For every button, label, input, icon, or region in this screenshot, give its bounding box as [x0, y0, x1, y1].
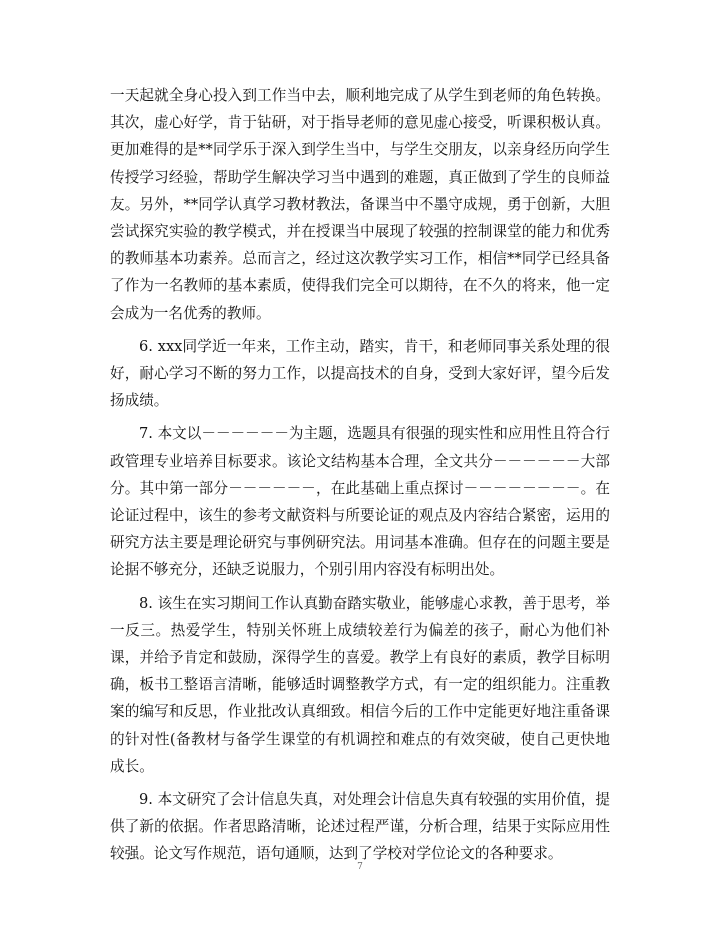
page-number: 7	[357, 862, 363, 872]
paragraph-9: 9. 本文研究了会计信息失真，对处理会计信息失真有较强的实用价值，提供了新的依据。作者思路清晰，论述过程严谨，分析合理，结果于实际应用性较强。论文写作规范，语句通顺，达到了学校对学位论文的各种要求。	[110, 791, 610, 863]
paragraph-continued: 一天起就全身心投入到工作当中去，顺利地完成了从学生到老师的角色转换。其次，虚心好学，肯于钻研，对于指导老师的意见虚心接受，听课积极认真。更加难得的是**同学乐于深入到学生当中，与学生交朋友，以亲身经历向学生传授学习经验，帮助学生解决学习当中遇到的难题，真正做到了学生的良师益友。另外，**同学认真学习教材教法，备课当中不墨守成规，勇于创新，大胆尝试探究实验的教学模式，并在授课当中展现了较强的控制课堂的能力和优秀的教师基本功素养。总而言之，经过这次教学实习工作，相信**同学已经具备了作为一名教师的基本素质，使得我们完全可以期待，在不久的将来，他一定会成为一名优秀的教师。	[110, 87, 610, 322]
paragraph-6: 6. xxx同学近一年来，工作主动，踏实，肯干，和老师同事关系处理的很好，耐心学习不断的努力工作，以提高技术的自身，受到大家好评，望今后发扬成绩。	[110, 337, 610, 410]
paragraph-8: 8. 该生在实习期间工作认真勤奋踏实敬业，能够虚心求教，善于思考，举一反三。热爱学生，特别关怀班上成绩较差行为偏差的孩子，耐心为他们补课，并给予肯定和鼓励，深得学生的喜爱。教学上有良好的素质，教学目标明确，板书工整语言清晰，能够适时调整教学方式，有一定的组织能力。注重教案的编写和反思，作业批改认真细致。相信今后的工作中定能更好地注重备课的针对性(备教材与备学生课堂的有机调控和难点的有效突破，使自己更快地成长。	[110, 594, 610, 775]
paragraph-7: 7. 本文以－－－－－－为主题，选题具有很强的现实性和应用性且符合行政管理专业培养目标要求。该论文结构基本合理，全文共分－－－－－－大部分。其中第一部分－－－－－－，在此基础上重点探讨－－－－－－－－。在论证过程中，该生的参考文献资料与所要论证的观点及内容结合紧密，运用的研究方法主要是理论研究与事例研究法。用词基本准确。但存在的问题主要是论据不够充分，还缺乏说服力，个别引用内容没有标明出处。	[110, 425, 610, 579]
document-body	[110, 82, 610, 874]
